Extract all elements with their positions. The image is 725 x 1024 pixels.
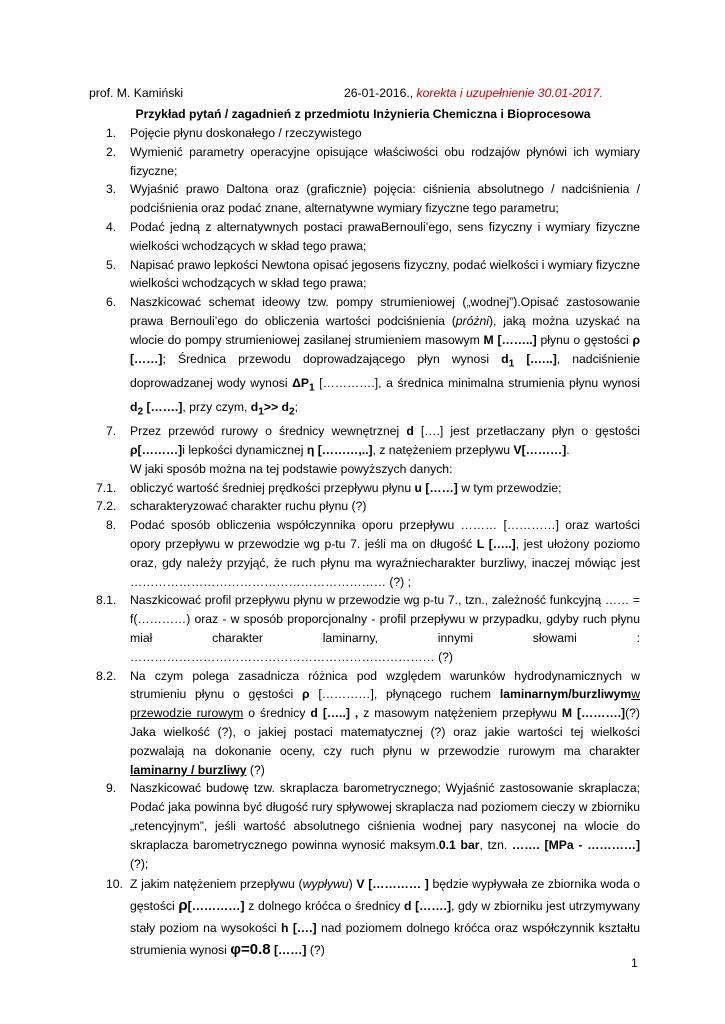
list-item	[96, 591, 640, 666]
text-span: d	[250, 400, 259, 415]
text-span: d	[130, 400, 138, 415]
text-span: (?);	[130, 856, 149, 871]
text-span: d	[501, 351, 509, 366]
list-item	[96, 124, 640, 143]
text-span: M [……..]	[483, 332, 537, 347]
item-text: Napisać prawo lepkości Newtona opisać jegosens fizyczny, podać wielkości i wymiary fizyczne wielkości wchodzących w skład tego prawa;	[130, 257, 640, 291]
text-span: d […..] ,	[310, 706, 359, 721]
text-span: będzie wypływała ze zbiornika woda o gęstości	[130, 877, 640, 914]
item-text: Wymienić parametry operacyjne opisujące właściwości obu rodzajów płynówi ich wymiary fizyczne;	[130, 144, 640, 178]
item-text: Pojęcie płynu doskonałego / rzeczywistego	[130, 126, 362, 140]
text-span: z masowym natężeniem przepływu	[358, 706, 562, 721]
text-span: (?)	[246, 762, 265, 777]
text-span: [………….]	[314, 375, 379, 390]
date: 26-01-2016.,	[344, 86, 414, 100]
text-span: , przy czym,	[182, 400, 251, 415]
item-number: 7.1.	[96, 480, 117, 495]
text-span: ; Średnica przewodu doprowadzającego płyn wynosi	[162, 351, 502, 366]
list-item	[96, 497, 640, 516]
text-span: w tym przewodzie;	[457, 480, 562, 495]
text-span: [….] jest przetłaczany płyn o gęstości	[413, 424, 640, 439]
text-span: h [….]	[281, 921, 317, 936]
text-span: φ=0.8	[230, 941, 271, 959]
text-span: V [………… ]	[356, 877, 429, 892]
list-item	[96, 180, 640, 218]
text-span: [……]	[270, 943, 307, 958]
item-number: 7.	[106, 424, 117, 439]
page-title: Przykład pytań / zagadnień z przedmiotu Inżynieria Chemiczna i Bioprocesowa	[135, 107, 591, 121]
text-span: ;	[294, 400, 299, 415]
item-number: 1.	[106, 126, 117, 140]
text-span: wypływu	[302, 877, 349, 892]
text-span: , jest ułożony poziomo oraz, gdy należy przyjąć, że ruch płynu ma wyraźniecharakter burzliwy, inaczej mówiąc jest ……………………………………………………… (?) ;	[130, 537, 640, 589]
item-text: Podać jedną z alternatywnych postaci prawaBernouli’ego, sens fizyczny i wymiary fizyczne wielkości wchodzących w skład tego prawa;	[130, 219, 640, 253]
text-span: i lepkości dynamicznej	[182, 443, 307, 458]
text-span: W jaki sposób można na tej podstawie powyższych danych:	[130, 461, 453, 476]
text-span: .	[566, 443, 570, 458]
text-span: laminarnym/burzliwym	[499, 687, 632, 702]
text-span: z dolnego króćca o średnicy	[244, 899, 405, 914]
list-item	[96, 218, 640, 256]
item-number: 2.	[106, 144, 117, 159]
text-span: ΔP	[292, 375, 309, 390]
text-span: L […..]	[476, 537, 516, 552]
text-span: 0.1 bar	[438, 837, 480, 852]
text-span: , gdy w zbiorniku jest utrzymywany stały poziom na wysokości	[130, 899, 640, 936]
list-item	[96, 516, 640, 591]
text-span: >> d	[263, 400, 289, 415]
text-span: d […….]	[404, 899, 451, 914]
text-span: ), jaką można uzyskać na wlocie do pompy strumieniowej zasilanej strumieniem masowym	[130, 313, 640, 347]
text-span: nad poziomem dolnego króćca oraz współczynnik kształtu strumienia wynosi	[130, 921, 641, 958]
text-span: (?) Jaka wielkość (?), o jakiej postaci matematycznej (?) oraz jakie wartości tej wielkości pozwalają na dokonanie oceny, czy ruch płynu w przewodzie rurowym ma charakter	[130, 706, 640, 758]
text-span: scharakteryzować charakter ruchu płynu (?)	[130, 499, 367, 514]
text-span: […….]	[146, 400, 183, 415]
list-item	[96, 479, 640, 498]
item-number: 8.	[106, 518, 117, 533]
text-span: 1	[258, 406, 264, 418]
text-span: )	[348, 877, 357, 892]
text-span: Naszkicować schemat ideowy tzw. pompy strumieniowej („wodnej”).Opisać zastosowanie prawa Bernouli’ego do obliczenia wartości podciśnienia (	[130, 295, 640, 328]
list-item	[96, 873, 640, 961]
text-span: [.…..]	[514, 351, 557, 366]
question-list	[96, 124, 640, 961]
text-span: d	[406, 424, 414, 439]
author: prof. M. Kamiński	[89, 86, 184, 100]
text-span: , tzn.	[479, 837, 513, 852]
page-number: 1	[631, 956, 638, 970]
list-item	[96, 422, 640, 478]
text-span: Podać sposób obliczenia współczynnika oporu przepływu ……… […………] oraz wartości opory przepływu w przewodzie wg p-tu 7. jeśli ma on długość	[130, 518, 640, 552]
text-span: ρ [……]	[130, 332, 640, 366]
text-span: 2	[137, 406, 144, 418]
text-span: 1	[309, 382, 315, 394]
item-number: 10.	[106, 877, 123, 892]
item-number: 9.	[106, 781, 117, 796]
list-item	[96, 256, 640, 294]
text-span: 1	[508, 358, 515, 369]
item-number: 5.	[106, 257, 117, 272]
list-item	[96, 143, 640, 181]
text-span: próżni	[455, 313, 489, 328]
text-span: Naszkicować budowę tzw. skraplacza barometrycznego; Wyjaśnić zastosowanie skraplacza; Podać jaka powinna być długość rury spływowej skraplacza nad poziomem cieczy w zbiorniku „retencyjnym”, jeśli wartość absolutnego ciśnienia wodnej pary nasyconej na wlocie do skraplacza barometrycznego powinna wynosić maksym.	[130, 781, 640, 852]
text-span: 2	[288, 406, 295, 418]
text-span: ……. [MPa - …………]	[512, 837, 641, 852]
date-line	[344, 86, 603, 100]
text-span: , z natężeniem przepływu	[372, 443, 514, 458]
text-span: ρ	[178, 897, 188, 915]
text-span: M [……….]	[561, 706, 626, 721]
text-span: o średnicy	[243, 706, 311, 721]
item-number: 7.2.	[96, 499, 117, 514]
text-span: , nadciśnienie doprowadzanej wody wynosi	[130, 351, 640, 390]
text-span: V[………]	[513, 443, 567, 458]
item-text: Wyjaśnić prawo Daltona oraz (graficznie) pojęcia: ciśnienia absolutnego / nadciśnienia / podciśnienia oraz podać znane, alternatywne wymiary fizyczne tego parametru;	[130, 182, 640, 216]
item-number: 8.2.	[96, 668, 117, 683]
text-span: Na czym polega zasadnicza różnica pod względem warunków hydrodynamicznych w strumieniu płynu o gęstości	[130, 668, 640, 702]
text-span: , a średnica minimalna strumienia płynu wynosi	[378, 375, 641, 390]
text-span: obliczyć wartość średniej prędkości przepływu płynu	[130, 480, 415, 495]
list-item	[96, 779, 640, 873]
item-number: 6.	[106, 295, 117, 310]
text-span: […………], płynącego ruchem	[309, 687, 500, 702]
item-number: 3.	[106, 182, 117, 197]
text-span: laminarny / burzliwy	[130, 762, 247, 777]
text-span: […………]	[187, 899, 245, 914]
text-span: Naszkicować profil przepływu płynu w przewodzie wg p-tu 7., tzn., zależność funkcyjną …… = f(…………) oraz - w sposób proporcjonalny - profil przepływu w przypadku, gdyby ruch płynu miał charakter laminarny, innymi słowami : ………………………………………………………………… (?)	[130, 593, 640, 664]
list-item	[96, 293, 640, 422]
correction-note: korekta i uzupełnienie 30.01-2017.	[416, 86, 603, 100]
text-span: u [……]	[414, 480, 458, 495]
item-number: 8.1.	[96, 593, 117, 608]
text-span: η [………,..]	[306, 443, 373, 458]
text-span: Z jakim natężeniem przepływu (	[130, 877, 303, 892]
text-span: Przez przewód rurowy o średnicy wewnętrznej	[130, 424, 407, 439]
list-item	[96, 667, 640, 780]
text-span: w przewodzie rurowym	[130, 687, 641, 721]
text-span: ρ[………]	[130, 443, 183, 458]
text-span: ρ	[302, 687, 310, 702]
item-number: 4.	[106, 219, 117, 234]
text-span: płynu o gęstości	[536, 332, 633, 347]
text-span: (?)	[306, 943, 325, 958]
